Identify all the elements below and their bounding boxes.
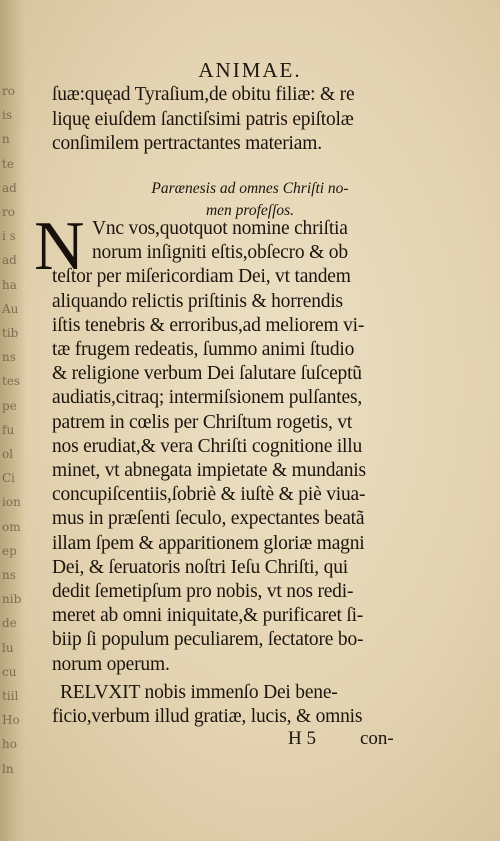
text-line: aliquando relictis priſtinis & horrendis <box>52 290 343 312</box>
text-line: norum operum. <box>52 653 170 675</box>
gutter-fragment: ad <box>2 253 17 268</box>
gutter-fragment: ns <box>2 568 16 582</box>
text-line: iſtis tenebris & erroribus,ad meliorem vi- <box>52 314 365 336</box>
text-line: dedit ſemetipſum pro nobis, vt nos redi- <box>52 581 354 602</box>
gutter-fragment: ep <box>2 543 17 558</box>
text-line: meret ab omni iniquitate,& purificaret ſi- <box>52 605 364 627</box>
text-line: illam ſpem & apparitionem gloriæ magni <box>52 532 365 554</box>
text-line: Dei, & ſeruatoris noſtri Ieſu Chriſti, qui <box>52 556 348 578</box>
text-line: teſtor per miſericordiam Dei, vt tandem <box>52 266 351 288</box>
text-line: biip ſi populum peculiarem, ſectatore bo- <box>52 629 364 651</box>
text-line: RELVXIT nobis immenſo Dei bene- <box>60 682 338 703</box>
gutter-fragment: nib <box>2 592 22 607</box>
text-line: nos erudiat,& vera Chriſti cognitione illu <box>52 435 363 457</box>
gutter-fragment: de <box>2 616 17 631</box>
gutter-fragment: i s <box>2 229 16 244</box>
gutter-fragment: ho <box>2 737 17 752</box>
gutter-fragment: te <box>2 156 14 171</box>
text-line: minet, vt abnegata impietate & mundanis <box>52 460 366 481</box>
gutter-fragment: tes <box>2 374 21 389</box>
heading-line: men profeſſos. <box>205 202 295 219</box>
gutter-fragment: Ho <box>2 713 20 728</box>
gutter-fragment: tib <box>2 326 19 340</box>
heading-line: Parænesis ad omnes Chriſti no- <box>151 180 349 197</box>
gutter-fragment: ol <box>2 447 14 461</box>
text-line: & religione verbum Dei ſalutare ſuſceptũ <box>52 363 362 385</box>
gutter-fragment: ro <box>2 205 15 219</box>
gutter-fragment: Au <box>2 301 19 316</box>
running-head: ANIMAE. <box>198 58 302 82</box>
gutter-fragment: ion <box>2 495 21 510</box>
gutter-fragment: lu <box>2 640 14 655</box>
gutter-fragment: n <box>2 132 10 147</box>
text-line: conſimilem pertractantes materiam. <box>52 133 322 154</box>
text-line: patrem in cœlis per Chriſtum rogetis, vt <box>52 411 353 433</box>
catchword: con- <box>360 728 394 749</box>
text-line: tæ frugem redeatis, ſummo animi ſtudio <box>52 339 355 360</box>
text-line: norum inſigniti eſtis,obſecro & ob <box>92 242 348 264</box>
gutter-fragment: ad <box>2 180 17 195</box>
gutter-fragment: om <box>2 519 21 534</box>
drop-cap-initial: N <box>34 208 85 285</box>
gutter-fragment: ln <box>2 761 14 776</box>
gutter-fragment: ha <box>2 277 17 292</box>
gutter-fragment: fu <box>2 422 15 437</box>
text-line: Vnc vos,quotquot nomine chriſtia <box>92 218 348 239</box>
text-line: ficio,verbum illud gratiæ, lucis, & omnis <box>52 706 363 728</box>
gutter-fragment: ns <box>2 350 16 365</box>
text-line: liquę eiuſdem ſanctiſsimi patris epiſtolæ <box>52 108 354 130</box>
gutter-fragment: is <box>2 108 12 123</box>
signature-mark: H 5 <box>288 728 316 749</box>
gutter-fragment: ro <box>2 84 15 98</box>
gutter-fragment: pe <box>2 398 17 413</box>
binding-gutter <box>0 0 26 841</box>
gutter-fragment: cu <box>2 664 17 679</box>
text-line: concupiſcentiis,ſobriè & iuſtè & piè viua- <box>52 484 366 506</box>
gutter-fragment: tiil <box>2 689 19 703</box>
text-line: mus in præſenti ſeculo, expectantes beatã <box>52 508 365 530</box>
gutter-fragment: Ci <box>2 471 16 486</box>
text-line: audiatis,citraq; intermiſsionem pulſantes, <box>52 387 363 409</box>
text-line: ſuæ:quęad Tyraſium,de obitu filiæ: & re <box>52 84 355 105</box>
